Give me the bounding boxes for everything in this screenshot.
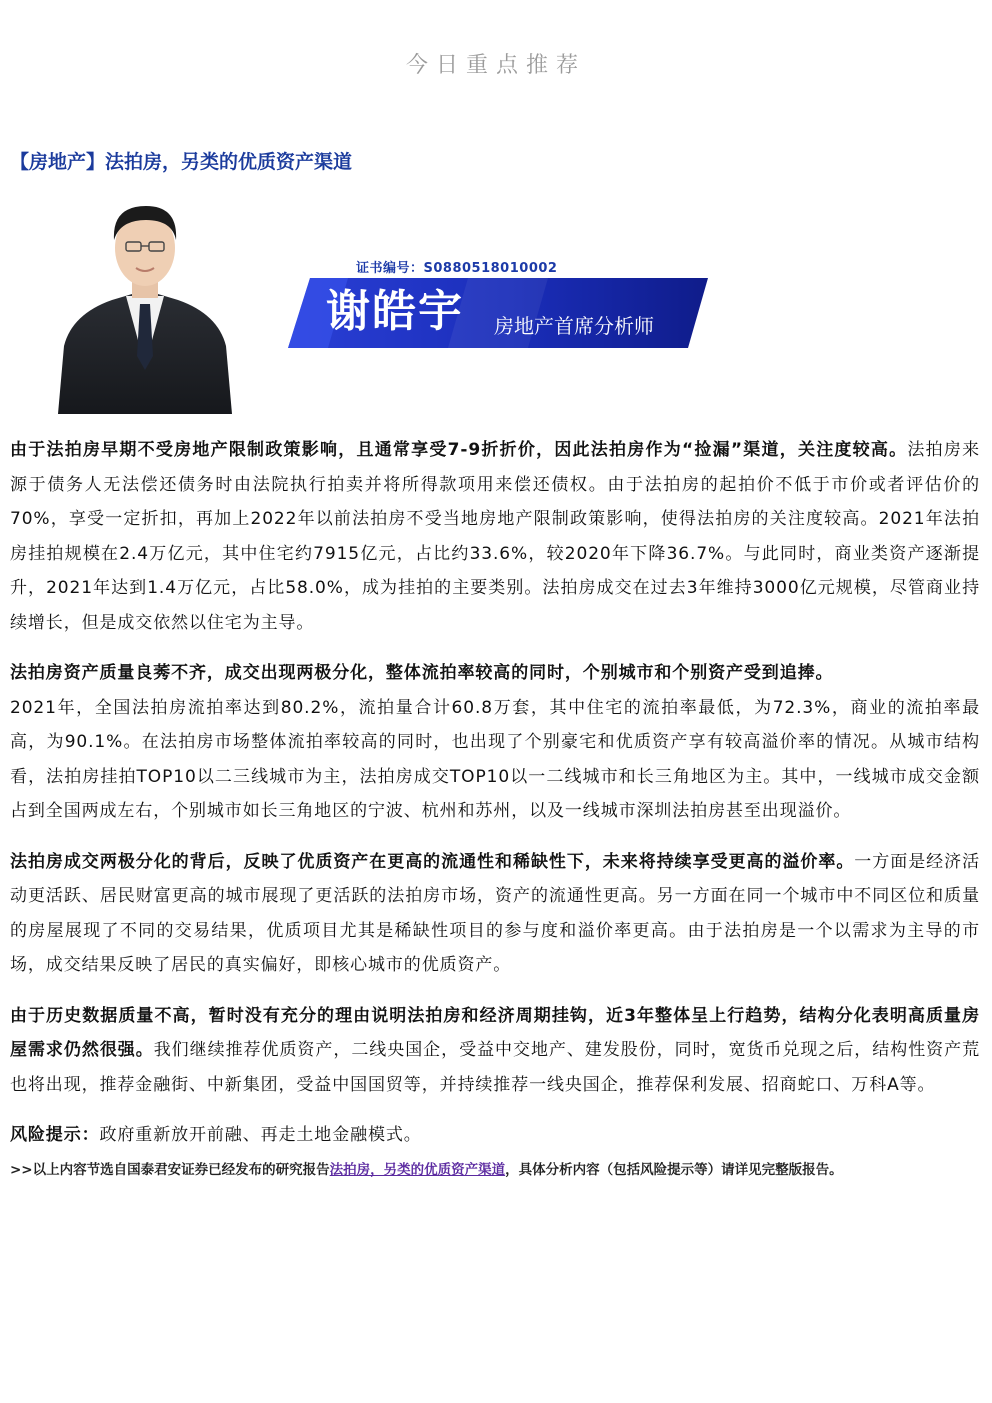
analyst-banner bbox=[0, 196, 992, 416]
risk-label: 风险提示： bbox=[10, 1125, 100, 1145]
analyst-name: 谢皓宇 bbox=[326, 286, 464, 337]
footnote-prefix: >>以上内容节选自国泰君安证券已经发布的研究报告 bbox=[10, 1162, 330, 1178]
article-paragraph bbox=[10, 999, 980, 1103]
paragraph-lead: 法拍房成交两极分化的背后，反映了优质资产在更高的流通性和稀缺性下，未来将持续享受更高的溢价率。 bbox=[10, 851, 855, 872]
paragraph-lead: 法拍房资产质量良莠不齐，成交出现两极分化，整体流拍率较高的同时，个别城市和个别资产受到追捧。 bbox=[10, 663, 834, 683]
risk-text: 政府重新放开前融、再走土地金融模式。 bbox=[99, 1125, 422, 1145]
article-paragraph bbox=[10, 433, 980, 640]
article-paragraph bbox=[10, 845, 980, 983]
article-paragraph bbox=[10, 656, 980, 829]
source-footnote bbox=[10, 1160, 980, 1180]
paragraph-text: 我们继续推荐优质资产，二线央国企，受益中交地产、建发股份，同时，宽货币兑现之后，结构性资产荒也将出现，推荐金融街、中新集团，受益中国国贸等，并持续推荐一线央国企，推荐保利发展、招商蛇口、万科A等。 bbox=[10, 1040, 980, 1095]
analyst-cert-number: 证书编号：S0880518010002 bbox=[356, 261, 558, 276]
paragraph-lead: 由于法拍房早期不受房地产限制政策影响，且通常享受7-9折折价，因此法拍房作为“捡漏”渠道，关注度较高。 bbox=[10, 440, 908, 460]
risk-warning bbox=[10, 1118, 980, 1152]
page-header-title: 今日重点推荐 bbox=[405, 53, 586, 78]
report-link[interactable]: 法拍房，另类的优质资产渠道 bbox=[329, 1162, 506, 1178]
footnote-suffix: ，具体分析内容（包括风险提示等）请详见完整版报告。 bbox=[505, 1162, 843, 1178]
article-headline: 【房地产】法拍房，另类的优质资产渠道 bbox=[10, 151, 353, 173]
paragraph-text: 一方面是经济活动更活跃、居民财富更高的城市展现了更活跃的法拍房市场，资产的流通性更高。另一方面在同一个城市中不同区位和质量的房屋展现了不同的交易结果，优质项目尤其是稀缺性项目的参与度和溢价率更高。由于法拍房是一个以需求为主导的市场，成交结果反映了居民的真实偏好，即核心城市的优质资产。 bbox=[10, 851, 980, 975]
analyst-portrait bbox=[54, 196, 236, 414]
paragraph-lead: 由于历史数据质量不高，暂时没有充分的理由说明法拍房和经济周期挂钩，近3年整体呈上行趋势，结构分化表明高质量房屋需求仍然很强。 bbox=[10, 1005, 980, 1060]
paragraph-text: 法拍房来源于债务人无法偿还债务时由法院执行拍卖并将所得款项用来偿还债权。由于法拍房的起拍价不低于市价或者评估价的70%，享受一定折扣，再加上2022年以前法拍房不受当地房地产限制政策影响，使得法拍房的关注度较高。2021年法拍房挂拍规模在2.4万亿元，其中住宅约7915亿元，占比约33.6%，较2020年下降36.7%。与此同时，商业类资产逐渐提升，2021年达到1.4万亿元，占比58.0%，成为挂拍的主要类别。法拍房成交在过去3年维持3000亿元规模，尽管商业持续增长，但是成交依然以住宅为主导。 bbox=[10, 440, 980, 633]
article-body bbox=[10, 433, 980, 1180]
analyst-title: 房地产首席分析师 bbox=[494, 314, 654, 338]
paragraph-text: 2021年，全国法拍房流拍率达到80.2%，流拍量合计60.8万套，其中住宅的流拍率最低，为72.3%，商业的流拍率最高，为90.1%。在法拍房市场整体流拍率较高的同时，也出现了个别豪宅和优质资产享有较高溢价率的情况。从城市结构看，法拍房挂拍TOP10以二三线城市为主，法拍房成交TOP10以一二线城市和长三角地区为主。其中，一线城市成交金额占到全国两成左右，个别城市如长三角地区的宁波、杭州和苏州，以及一线城市深圳法拍房甚至出现溢价。 bbox=[10, 697, 980, 821]
